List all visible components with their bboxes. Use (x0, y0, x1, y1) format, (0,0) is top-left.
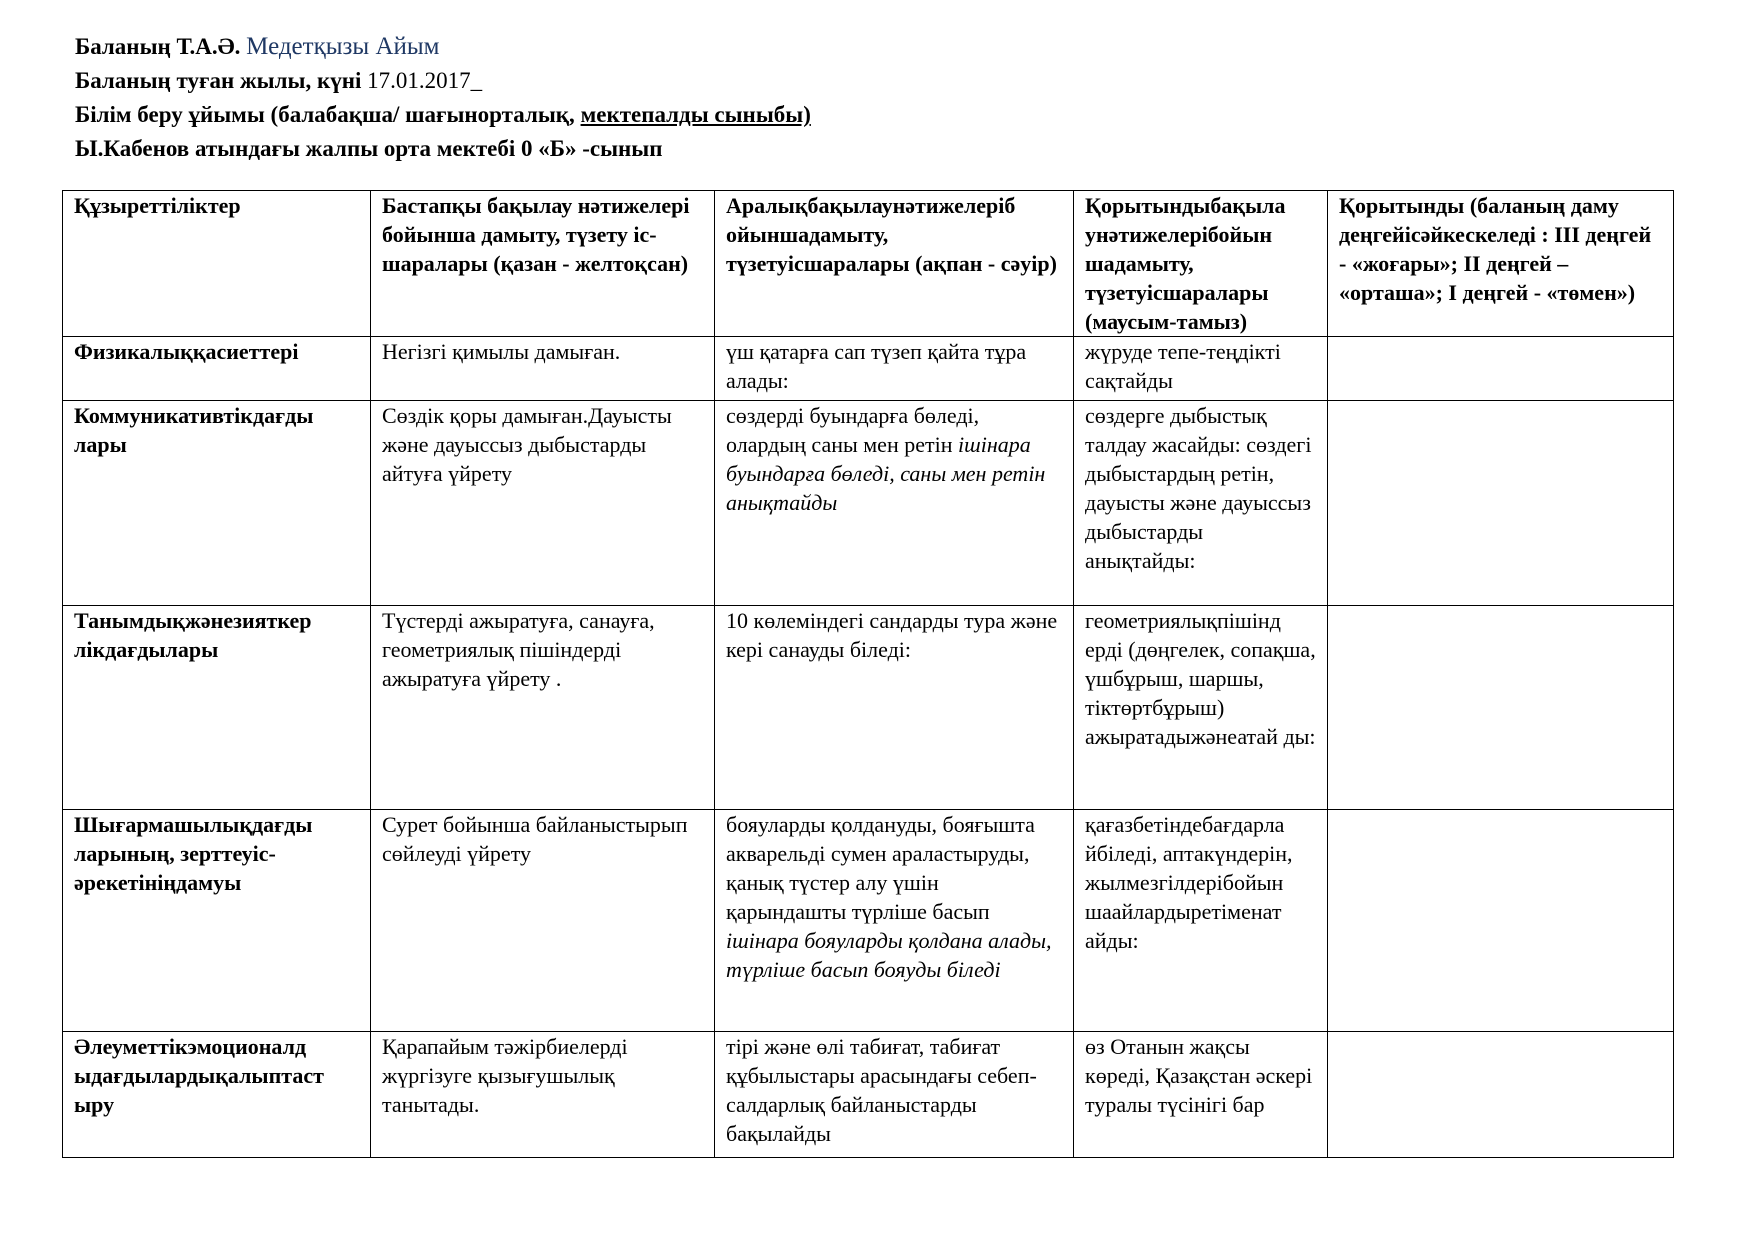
organization-label-underlined: мектепалды сыныбы) (580, 102, 811, 127)
initial-cell: Сөздік қоры дамыған.Дауысты және дауыссыз дыбыстарды айтуға үйрету (371, 401, 715, 606)
organization-label: Білім беру ұйымы (балабақша/ шағынорталық, (75, 102, 581, 127)
competency-cell: Коммуникативтікдағды лары (63, 401, 371, 606)
competency-cell: Танымдықжәнезияткер лікдағдылары (63, 606, 371, 810)
column-header-final: Қорытындыбақыла унәтижелерібойын шадамыту, түзетуісшаралары (маусым-тамыз) (1074, 191, 1328, 337)
result-cell (1328, 606, 1674, 810)
organization-line (75, 98, 1675, 132)
column-header-initial: Бастапқы бақылау нәтижелері бойынша дамыту, түзету іс-шаралары (қазан - желтоқсан) (371, 191, 715, 337)
table-row (63, 337, 1674, 401)
table-row (63, 401, 1674, 606)
birth-date-label: Баланың туған жылы, күні (75, 68, 362, 93)
interim-text: сөздерді буындарға бөледі, олардың саны мен ретін (726, 403, 980, 457)
document-header (75, 30, 1675, 166)
birth-date-value: 17.01.2017_ (367, 68, 483, 93)
result-cell (1328, 1032, 1674, 1158)
competency-cell: Әлеуметтікэмоционалд ыдағдылардықалыптаст ыру (63, 1032, 371, 1158)
competency-table (62, 190, 1674, 1158)
column-header-interim: Аралықбақылаунәтижелеріб ойыншадамыту, түзетуісшаралары (ақпан - сәуір) (715, 191, 1074, 337)
final-cell: қағазбетіндебағдарла йбіледі, аптакүндерін, жылмезгілдерібойын шаайлардыретіменат айды: (1074, 810, 1328, 1032)
table-row (63, 1032, 1674, 1158)
final-cell: сөздерге дыбыстық талдау жасайды: сөздегі дыбыстардың ретін, дауысты және дауыссыз дыбыстарды анықтайды: (1074, 401, 1328, 606)
interim-text: үш қатарға сап түзеп қайта тұра алады: (726, 339, 1027, 393)
competency-cell: Шығармашылықдағды ларының, зерттеуіс-әрекетініңдамуы (63, 810, 371, 1032)
initial-cell: Қарапайым тәжірбиелерді жүргізуге қызығушылық танытады. (371, 1032, 715, 1158)
school-line (75, 132, 1675, 166)
initial-cell: Негізгі қимылы дамыған. (371, 337, 715, 401)
interim-cell (715, 810, 1074, 1032)
interim-cell (715, 401, 1074, 606)
competency-cell: Физикалыққасиеттері (63, 337, 371, 401)
final-cell: геометриялықпішінд ерді (дөңгелек, сопақша, үшбұрыш, шаршы, тіктөртбұрыш) ажыратадыжәнеатай ды: (1074, 606, 1328, 810)
table-row (63, 810, 1674, 1032)
interim-text: бояуларды қолдануды, бояғышта акварельді сумен араластыруды, қанық түстер алу үшін қарындашты түрліше басып (726, 812, 1035, 924)
result-cell (1328, 810, 1674, 1032)
interim-cell (715, 606, 1074, 810)
interim-cell (715, 1032, 1074, 1158)
result-cell (1328, 337, 1674, 401)
school-name: Ы.Кабенов атындағы жалпы орта мектебі 0 «Б» -сынып (75, 136, 663, 161)
initial-cell: Түстерді ажыратуға, санауға, геометриялық пішіндерді ажыратуға үйрету . (371, 606, 715, 810)
column-header-competencies: Құзыреттіліктер (63, 191, 371, 337)
final-cell: жүруде тепе-теңдікті сақтайды (1074, 337, 1328, 401)
child-name-value: Медетқызы Айым (246, 33, 440, 60)
interim-text: тірі және өлі табиғат, табиғат құбылыстары арасындағы себеп-салдарлық байланыстарды бақылайды (726, 1034, 1037, 1146)
final-cell: өз Отанын жақсы көреді, Қазақстан әскері туралы түсінігі бар (1074, 1032, 1328, 1158)
column-header-result: Қорытынды (баланың даму деңгейісәйкескеледі : ІІІ деңгей - «жоғары»; ІІ деңгей – «орташа»; І деңгей - «төмен») (1328, 191, 1674, 337)
interim-italic-text: ішінара бояуларды қолдана алады, түрліше басып бояуды біледі (726, 928, 1052, 982)
initial-cell: Сурет бойынша байланыстырып сөйлеуді үйрету (371, 810, 715, 1032)
child-name-line (75, 30, 1675, 64)
table-row (63, 606, 1674, 810)
birth-date-line (75, 64, 1675, 98)
table-header-row (63, 191, 1674, 337)
interim-text: 10 көлеміндегі сандарды тура және кері санауды біледі: (726, 608, 1058, 662)
child-name-label: Баланың Т.А.Ә. (75, 34, 241, 59)
interim-italic-text: ішінара буындарға бөледі, саны мен ретін анықтайды (726, 432, 1046, 515)
interim-cell (715, 337, 1074, 401)
result-cell (1328, 401, 1674, 606)
